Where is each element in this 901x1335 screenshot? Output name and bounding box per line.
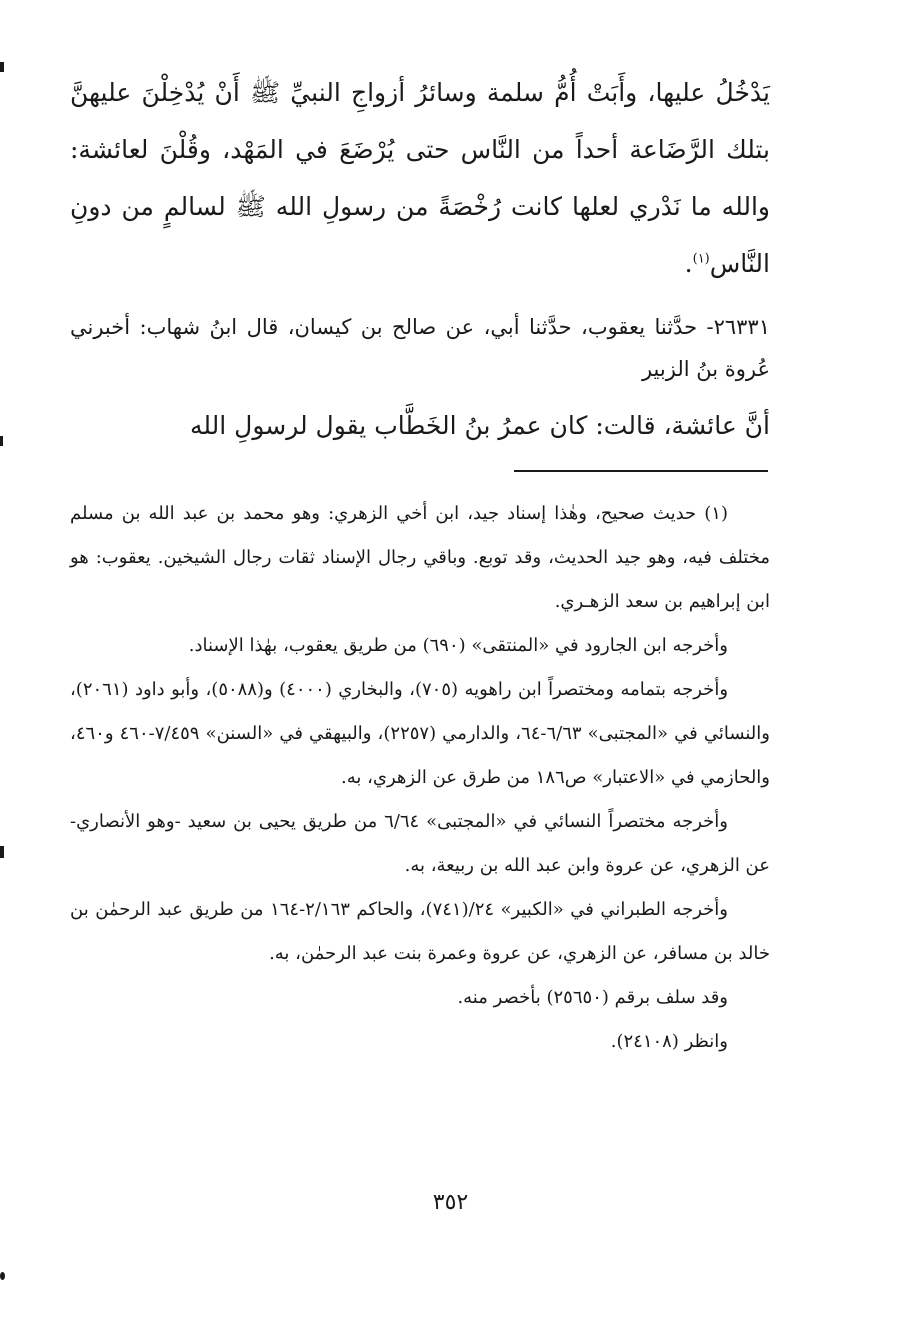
footnote-paragraph: وأخرجه بتمامه ومختصراً ابن راهويه (٧٠٥)، والبخاري (٤٠٠٠) و(٥٠٨٨)، وأبو داود (٢٠٦١)، والنسائي في «المجتبى» ٦/٦٣-٦٤، والدارمي (٢٢٥٧)، والبيهقي في «السنن» ٧/٤٥٩-٤٦٠ و٤٦٠، والحازمي في «الاعتبار» ص١٨٦ من طرق عن الزهري، به. [70,679,770,788]
footnote-divider [514,470,768,472]
footnote-paragraph: وانظر (٢٤١٠٨). [610,1031,728,1052]
scan-margin-mark [0,1272,5,1280]
page-number: ٣٥٢ [432,1190,469,1215]
main-text-end: . [684,249,693,278]
scan-margin-mark [0,62,4,72]
scan-margin-mark [0,436,3,446]
footnote-paragraph: وأخرجه ابن الجارود في «المنتقى» (٦٩٠) من طريق يعقوب، بهٰذا الإسناد. [188,635,728,656]
hadith-matn: أنَّ عائشة، قالت: كان عمرُ بنُ الخَطَّاب يقول لرسولِ الله [189,411,770,440]
footnote-paragraph: وقد سلف برقم (٢٥٦٥٠) بأخصر منه. [457,987,728,1008]
footnotes-section [70,492,770,1064]
footnote-reference[interactable]: (١) [692,251,710,267]
footnote-paragraph: وأخرجه مختصراً النسائي في «المجتبى» ٦/٦٤ من طريق يحيى بن سعيد -وهو الأنصاري- عن الزهري، عن عروة وابن عبد الله بن ربيعة، به. [70,811,770,876]
scan-margin-mark [0,846,4,858]
main-text-paragraph [70,64,770,292]
footnote-paragraph: (١) حديث صحيح، وهٰذا إسناد جيد، ابن أخي الزهري: وهو محمد بن عبد الله بن مسلم مختلف فيه، وهو جيد الحديث، وقد توبع. وباقي رجال الإسناد ثقات رجال الشيخين. يعقوب: هو ابن إبراهيم بن سعد الزهـري. [70,503,770,612]
hadith-isnad: ٢٦٣٣١- حدَّثنا يعقوب، حدَّثنا أبي، عن صالح بن كيسان، قال ابنُ شهاب: أخبرني عُروة بنُ الزبير [70,315,770,381]
main-text-body: يَدْخُلُ عليها، وأَبَتْ أُمُّ سلمة وسائرُ أزواجِ النبيِّ ﷺ أَنْ يُدْخِلْنَ عليهنَّ بتلك الرَّضَاعة أحداً من النَّاس حتى يُرْضَعَ في المَهْد، وقُلْنَ لعائشة: والله ما نَدْري لعلها كانت رُخْصَةً من رسولِ الله ﷺ لسالمٍ من دونِ النَّاس [70,78,770,278]
footnote-paragraph: وأخرجه الطبراني في «الكبير» ٢٤/(٧٤١)، والحاكم ٢/١٦٣-١٦٤ من طريق عبد الرحمٰن بن خالد بن مسافر، عن الزهري، عن عروة وعمرة بنت عبد الرحمٰن، به. [70,899,770,964]
